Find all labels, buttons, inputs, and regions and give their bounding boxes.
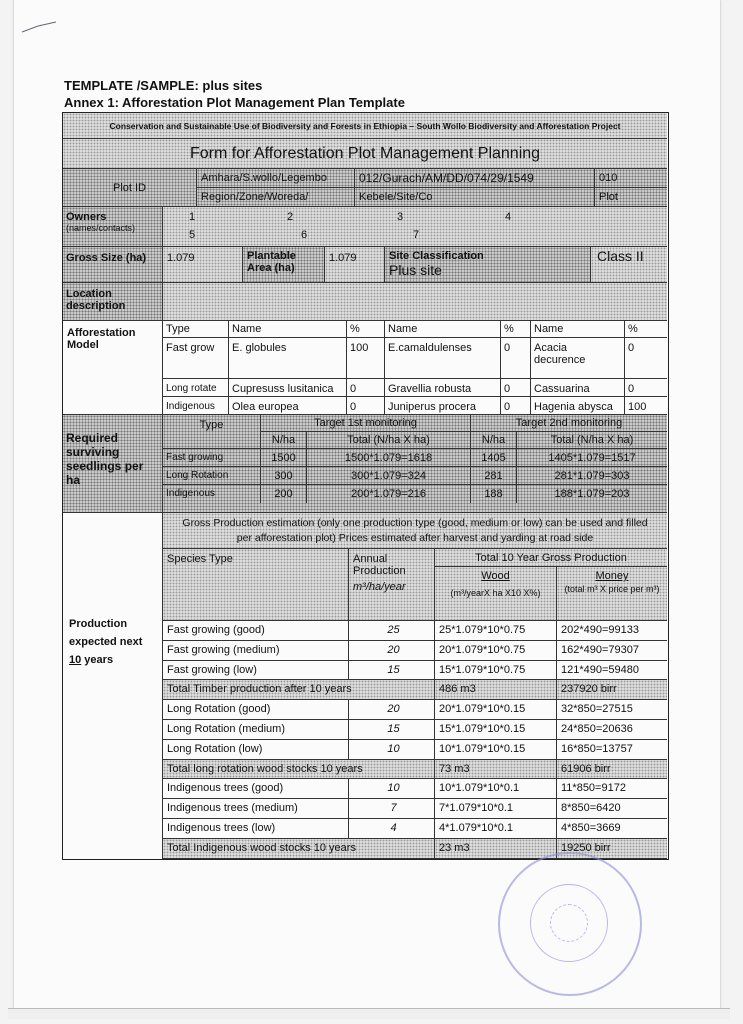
plot-label: Plot bbox=[595, 188, 667, 207]
annual-header: Annual Production bbox=[353, 553, 406, 577]
seedlings-cell: 1405 bbox=[471, 449, 517, 467]
wood-header: Wood bbox=[481, 570, 510, 582]
afforestation-header: % bbox=[625, 321, 667, 338]
afforestation-header: % bbox=[347, 321, 385, 338]
seedlings-cell: Fast growing bbox=[163, 449, 261, 467]
seedlings-cell: Long Rotation bbox=[163, 467, 261, 485]
kebele-value: 012/Gurach/AM/DD/074/29/1549 bbox=[355, 169, 595, 188]
afforestation-table bbox=[163, 321, 667, 415]
management-form bbox=[62, 112, 669, 860]
owner-number: 5 bbox=[189, 229, 196, 241]
production-species: Long Rotation (medium) bbox=[163, 720, 349, 740]
afforestation-cell: Long rotate bbox=[163, 379, 229, 397]
wood-header-cell bbox=[435, 567, 557, 621]
production-note bbox=[163, 513, 667, 549]
pen-mark bbox=[20, 20, 60, 34]
afforestation-cell: Gravellia robusta bbox=[385, 379, 501, 397]
afforestation-cell: 100 bbox=[628, 401, 647, 413]
nha-header: N/ha bbox=[261, 432, 307, 449]
official-stamp bbox=[498, 852, 642, 996]
production-money: 237920 birr bbox=[557, 680, 667, 700]
afforestation-cell: 0 bbox=[347, 397, 385, 415]
seedlings-cell: 300*1.079=324 bbox=[307, 467, 471, 485]
production-money: 24*850=20636 bbox=[557, 720, 667, 740]
owner-number: 1 bbox=[189, 211, 196, 223]
production-wood: 20*1.079*10*0.15 bbox=[435, 700, 557, 720]
form-title: Form for Afforestation Plot Management Planning bbox=[63, 139, 667, 169]
money-header: Money bbox=[595, 570, 629, 582]
plot-value: 010 bbox=[595, 169, 667, 188]
production-money: 61906 birr bbox=[557, 760, 667, 780]
target2-header: Target 2nd monitoring bbox=[471, 415, 667, 432]
owner-number: 3 bbox=[397, 211, 404, 223]
money-unit: (total m³ X price per m³) bbox=[564, 584, 660, 594]
production-wood: 10*1.079*10*0.1 bbox=[435, 779, 557, 799]
production-wood: 25*1.079*10*0.75 bbox=[435, 621, 557, 641]
site-class-label: Site Classification bbox=[389, 250, 484, 262]
afforestation-cell: 0 bbox=[625, 338, 667, 379]
production-species: Indigenous trees (good) bbox=[163, 779, 349, 799]
production-species: Indigenous trees (medium) bbox=[163, 799, 349, 819]
production-label-line: Production bbox=[69, 618, 128, 630]
annual-header-cell bbox=[349, 549, 435, 621]
class-value: Class II bbox=[591, 247, 667, 283]
seedlings-cell: Indigenous bbox=[163, 485, 261, 503]
production-wood: 15*1.079*10*0.75 bbox=[435, 661, 557, 681]
production-annual: 15 bbox=[349, 661, 435, 681]
production-annual: 25 bbox=[349, 621, 435, 641]
production-annual: 20 bbox=[349, 700, 435, 720]
owner-number: 4 bbox=[505, 211, 512, 223]
afforestation-header: Name bbox=[385, 321, 501, 338]
afforestation-cell: Juniperus procera bbox=[385, 397, 501, 415]
owners-label-cell bbox=[63, 207, 163, 247]
production-wood: 10*1.079*10*0.15 bbox=[435, 740, 557, 760]
production-species: Fast growing (low) bbox=[163, 661, 349, 681]
production-wood: 486 m3 bbox=[435, 680, 557, 700]
site-class-value: Plus site bbox=[389, 262, 442, 278]
afforestation-label: Afforestation Model bbox=[63, 321, 163, 415]
seedlings-type-header: Type bbox=[163, 415, 261, 449]
seedlings-table bbox=[163, 415, 667, 513]
afforestation-cell: Indigenous bbox=[163, 397, 229, 415]
afforestation-cell: Cupresuss lusitanica bbox=[229, 379, 347, 397]
afforestation-cell: E. globules bbox=[229, 338, 347, 379]
production-label-line: expected next bbox=[69, 636, 143, 648]
production-wood: 73 m3 bbox=[435, 760, 557, 780]
production-wood: 15*1.079*10*0.15 bbox=[435, 720, 557, 740]
production-note-line: Gross Production estimation (only one production type (good, medium or low) can be used and filled bbox=[182, 517, 648, 529]
production-total-label: Total Indigenous wood stocks 10 years bbox=[163, 839, 435, 859]
annex-heading: Annex 1: Afforestation Plot Management Plan Template bbox=[64, 95, 405, 110]
afforestation-cell: 0 bbox=[347, 379, 385, 397]
afforestation-cell: 0 bbox=[625, 379, 667, 397]
target1-header: Target 1st monitoring bbox=[261, 415, 471, 432]
seedlings-cell: 281*1.079=303 bbox=[517, 467, 667, 485]
owners-list bbox=[163, 207, 667, 247]
owners-sublabel: (names/contacts) bbox=[66, 223, 136, 233]
production-total-label: Total long rotation wood stocks 10 years bbox=[163, 760, 435, 780]
owners-label: Owners bbox=[66, 211, 107, 223]
kebele-label: Kebele/Site/Co bbox=[355, 188, 595, 207]
production-money: 202*490=99133 bbox=[557, 621, 667, 641]
production-total-label: Total Timber production after 10 years bbox=[163, 680, 435, 700]
owner-number: 2 bbox=[287, 211, 294, 223]
region-label: Region/Zone/Woreda/ bbox=[197, 188, 355, 207]
afforestation-cell: 0 bbox=[501, 379, 531, 397]
seedlings-cell: 1500*1.079=1618 bbox=[307, 449, 471, 467]
owner-number: 6 bbox=[301, 229, 308, 241]
production-money: 32*850=27515 bbox=[557, 700, 667, 720]
production-wood: 4*1.079*10*0.1 bbox=[435, 819, 557, 839]
afforestation-cell: Fast grow bbox=[163, 338, 229, 379]
production-wood: 7*1.079*10*0.1 bbox=[435, 799, 557, 819]
stamp-core bbox=[550, 904, 588, 942]
production-annual: 4 bbox=[349, 819, 435, 839]
production-annual: 10 bbox=[349, 740, 435, 760]
afforestation-header: Name bbox=[229, 321, 347, 338]
production-money: 4*850=3669 bbox=[557, 819, 667, 839]
afforestation-cell: E.camaldulenses bbox=[385, 338, 501, 379]
seedlings-cell: 200 bbox=[261, 485, 307, 503]
production-species: Indigenous trees (low) bbox=[163, 819, 349, 839]
production-species: Long Rotation (low) bbox=[163, 740, 349, 760]
afforestation-header: % bbox=[501, 321, 531, 338]
production-label-years-number: 10 bbox=[69, 654, 82, 666]
owner-number: 7 bbox=[413, 229, 420, 241]
production-annual: 20 bbox=[349, 641, 435, 661]
production-label-years: years bbox=[81, 654, 114, 666]
production-wood: 20*1.079*10*0.75 bbox=[435, 641, 557, 661]
location-label: Location description bbox=[63, 283, 163, 321]
project-title: Conservation and Sustainable Use of Biodiversity and Forests in Ethiopia – South Wollo Biodiversity and Afforestation Project bbox=[63, 113, 667, 139]
afforestation-cell: Olea europea bbox=[229, 397, 347, 415]
seedlings-cell: 200*1.079=216 bbox=[307, 485, 471, 503]
afforestation-cell: Cassuarina bbox=[531, 379, 625, 397]
production-money: 11*850=9172 bbox=[557, 779, 667, 799]
species-header: Species Type bbox=[163, 549, 349, 621]
afforestation-cell: 0 bbox=[501, 397, 531, 415]
nha-header: N/ha bbox=[471, 432, 517, 449]
production-note-line: per afforestation plot) Prices estimated after harvest and yarding at road side bbox=[236, 532, 594, 544]
gross-size-label: Gross Size (ha) bbox=[63, 247, 163, 283]
afforestation-header: Name bbox=[531, 321, 625, 338]
afforestation-cell: 0 bbox=[501, 338, 531, 379]
seedlings-cell: 188*1.079=203 bbox=[554, 488, 630, 500]
production-money: 8*850=6420 bbox=[557, 799, 667, 819]
production-species: Long Rotation (good) bbox=[163, 700, 349, 720]
production-money: 162*490=79307 bbox=[557, 641, 667, 661]
production-money: 19250 birr bbox=[557, 839, 667, 859]
site-class-cell bbox=[385, 247, 591, 283]
afforestation-header: Type bbox=[163, 321, 229, 338]
seedlings-cell: 188 bbox=[471, 485, 517, 503]
seedlings-cell: 1500 bbox=[261, 449, 307, 467]
production-money: 16*850=13757 bbox=[557, 740, 667, 760]
production-wood: 23 m3 bbox=[435, 839, 557, 859]
plantable-label: Plantable Area (ha) bbox=[243, 247, 325, 283]
page-edge bbox=[8, 1008, 730, 1019]
production-annual: 15 bbox=[349, 720, 435, 740]
template-heading: TEMPLATE /SAMPLE: plus sites bbox=[64, 78, 263, 93]
seedlings-label: Required surviving seedlings per ha bbox=[63, 415, 163, 513]
production-label bbox=[63, 513, 163, 859]
production-annual: 10 bbox=[349, 779, 435, 799]
afforestation-cell: Hagenia abysca bbox=[531, 397, 625, 415]
production-species: Fast growing (medium) bbox=[163, 641, 349, 661]
seedlings-cell: 281 bbox=[471, 467, 517, 485]
afforestation-cell: 100 bbox=[347, 338, 385, 379]
production-species: Fast growing (good) bbox=[163, 621, 349, 641]
production-table bbox=[163, 549, 667, 859]
plantable-value: 1.079 bbox=[325, 247, 385, 283]
total-header: Total (N/ha X ha) bbox=[307, 432, 471, 449]
gross-size-value: 1.079 bbox=[163, 247, 243, 283]
location-value bbox=[163, 283, 667, 321]
total-production-header: Total 10 Year Gross Production bbox=[435, 549, 667, 567]
seedlings-cell: 1405*1.079=1517 bbox=[517, 449, 667, 467]
production-annual: 7 bbox=[349, 799, 435, 819]
plot-id-label: Plot ID bbox=[63, 169, 197, 207]
production-money: 121*490=59480 bbox=[557, 661, 667, 681]
wood-unit: (m³/yearX ha X10 X%) bbox=[450, 588, 541, 598]
annual-unit: m³/ha/year bbox=[353, 581, 406, 593]
money-header-cell bbox=[557, 567, 667, 621]
region-value: Amhara/S.wollo/Legembo bbox=[197, 169, 355, 188]
total-header: Total (N/ha X ha) bbox=[517, 432, 667, 449]
afforestation-cell: Acacia decurence bbox=[531, 338, 625, 379]
seedlings-cell: 300 bbox=[261, 467, 307, 485]
production-label-line bbox=[69, 651, 157, 669]
